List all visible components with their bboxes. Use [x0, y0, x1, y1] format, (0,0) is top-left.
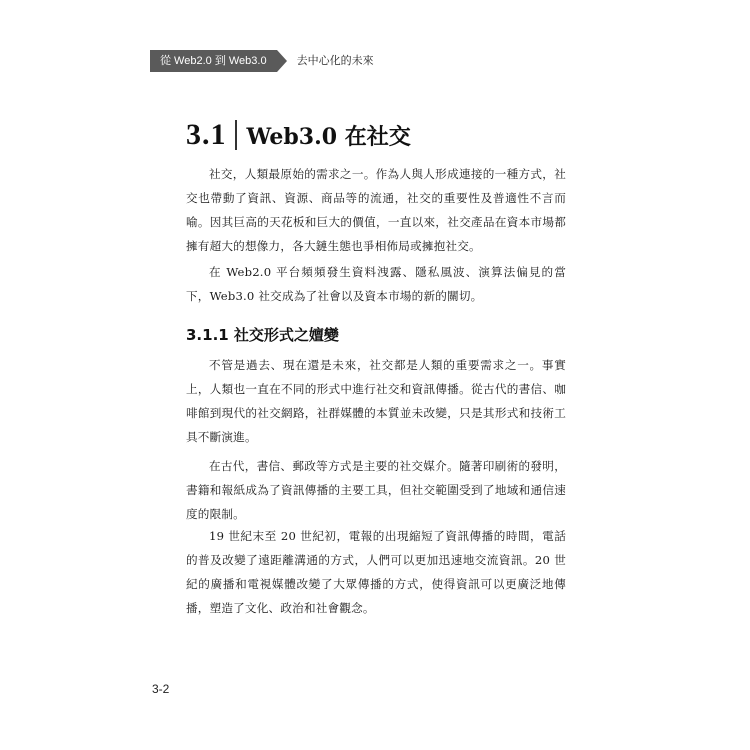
section-title: Web3.0 在社交 [246, 123, 411, 150]
page-number: 3-2 [152, 682, 170, 696]
running-header [150, 50, 374, 72]
paragraph: 在 Web2.0 平台頻頻發生資料洩露、隱私風波、演算法偏見的當下，Web3.0 社交成為了社會以及資本市場的新的關切。 [186, 265, 566, 303]
chapter-title: 去中心化的未來 [296, 55, 374, 67]
paragraph: 在古代，書信、郵政等方式是主要的社交媒介。隨著印刷術的發明，書籍和報紙成為了資訊傳播的主要工具，但社交範圍受到了地域和通信速度的限制。 [186, 459, 566, 521]
section-number: 3.1 [186, 118, 227, 151]
subsection-heading: 3.1.1 社交形式之嬗變 [186, 326, 339, 344]
book-title-tab: 從 Web2.0 到 Web3.0 [150, 50, 277, 72]
paragraph: 不管是過去、現在還是未來，社交都是人類的重要需求之一。事實上，人類也一直在不同的形式中進行社交和資訊傳播。從古代的書信、咖啡館到現代的社交網路，社群媒體的本質並未改變，只是其形式和技術工具不斷演進。 [186, 358, 566, 444]
section-divider [235, 120, 237, 150]
section-heading [186, 118, 411, 152]
paragraph: 19 世紀末至 20 世紀初，電報的出現縮短了資訊傳播的時間，電話的普及改變了遠距離溝通的方式，人們可以更加迅速地交流資訊。20 世紀的廣播和電視媒體改變了大眾傳播的方式，使得資訊可以更廣泛地傳播，塑造了文化、政治和社會觀念。 [186, 529, 566, 615]
paragraph: 社交，人類最原始的需求之一。作為人與人形成連接的一種方式，社交也帶動了資訊、資源、商品等的流通，社交的重要性及普適性不言而喻。因其巨高的天花板和巨大的價值，一直以來，社交產品在資本市場都擁有超大的想像力，各大鏈生態也爭相佈局或擁抱社交。 [186, 167, 566, 253]
